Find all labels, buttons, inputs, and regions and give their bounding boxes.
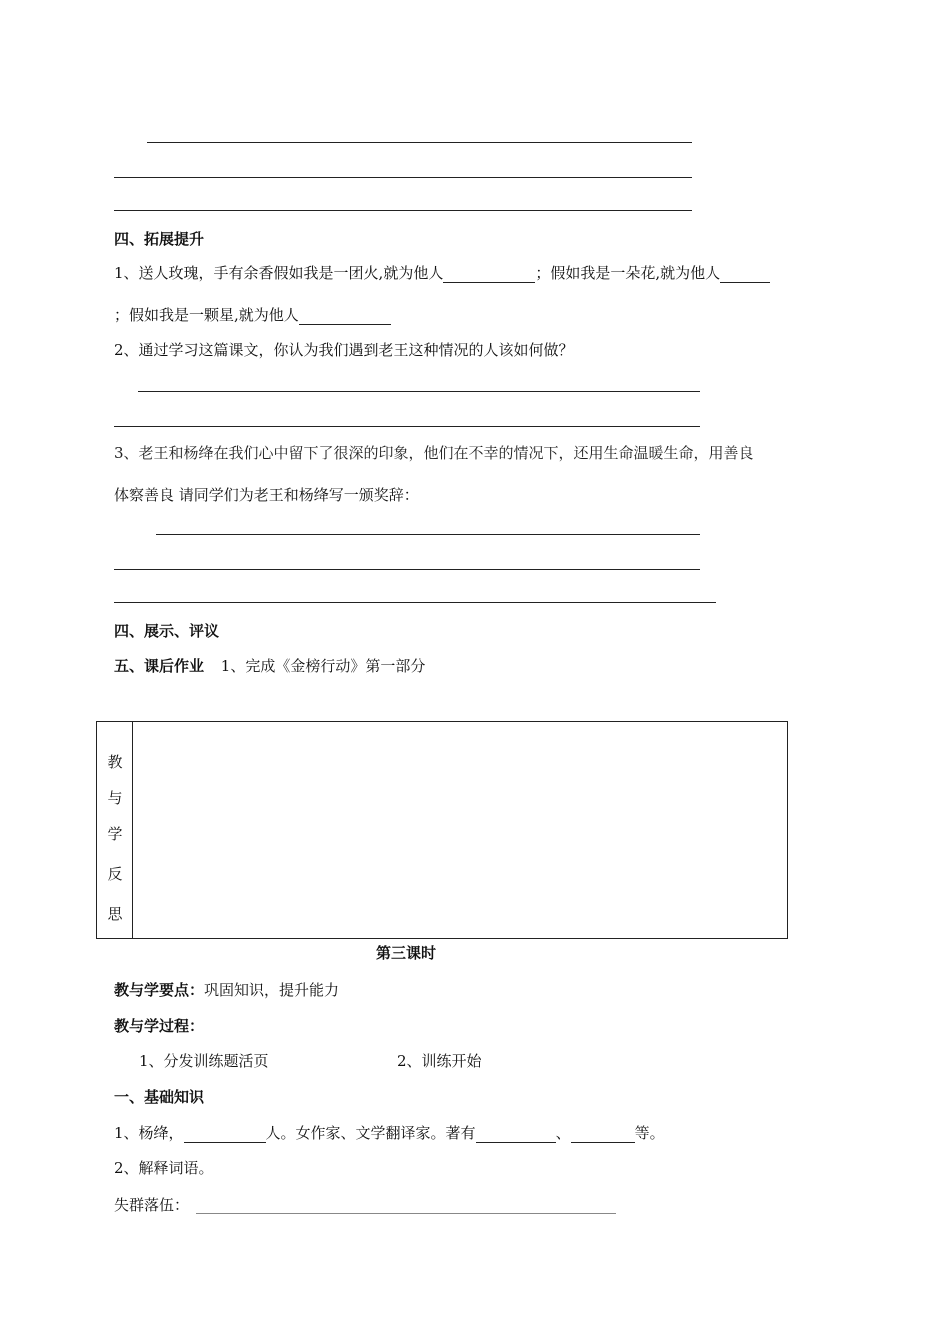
lesson-title: 第三课时 <box>376 944 437 962</box>
term-1: 失群落伍： <box>114 1196 190 1214</box>
question-1-line-2 <box>114 305 391 325</box>
basic-q1-text-c: 、 <box>555 1124 571 1142</box>
answer-line <box>114 426 700 427</box>
answer-line <box>156 534 700 535</box>
basic-q1-text-b: 人。女作家、文学翻译家。著有 <box>265 1124 476 1142</box>
question-2: 2、通过学习这篇课文，你认为我们遇到老王这种情况的人该如何做？ <box>114 341 574 359</box>
basic-question-1 <box>114 1123 665 1143</box>
reflection-table <box>96 721 788 939</box>
answer-line <box>147 142 692 143</box>
process-label: 教与学过程： <box>114 1017 205 1035</box>
question-1-text-b: ；假如我是一朵花,就为他人 <box>535 264 721 282</box>
question-3-line-1: 3、老王和杨绛在我们心中留下了很深的印象，他们在不幸的情况下，还用生命温暖生命，用善良 <box>114 444 754 462</box>
basic-q1-text-a: 1、杨绛， <box>114 1124 184 1142</box>
reflection-label-char: 思 <box>107 905 123 923</box>
question-3-line-2: 体察善良 请同学们为老王和杨绛写一颁奖辞： <box>114 486 419 504</box>
reflection-label-char: 反 <box>107 865 123 883</box>
section-heading-extend: 四、拓展提升 <box>114 230 205 248</box>
reflection-label-char: 与 <box>107 789 123 807</box>
fill-blank[interactable] <box>476 1126 556 1143</box>
term-line <box>114 1195 189 1215</box>
process-step-1: 1、分发训练题活页 <box>139 1052 269 1070</box>
fill-blank[interactable] <box>443 266 535 283</box>
answer-line <box>114 177 692 178</box>
answer-line <box>114 569 700 570</box>
fill-blank[interactable] <box>571 1126 635 1143</box>
reflection-content-cell[interactable] <box>133 722 787 938</box>
key-points-text: 巩固知识，提升能力 <box>204 981 340 999</box>
reflection-label-char: 教 <box>107 753 123 771</box>
fill-blank[interactable] <box>720 266 770 283</box>
section-heading-basic: 一、基础知识 <box>114 1088 205 1106</box>
question-1-text-a: 1、送人玫瑰，手有余香假如我是一团火,就为他人 <box>114 264 444 282</box>
section-heading-show: 四、展示、评议 <box>114 622 220 640</box>
basic-question-2: 2、解释词语。 <box>114 1159 214 1177</box>
fill-blank[interactable] <box>299 308 391 325</box>
process-step-2: 2、训练开始 <box>397 1052 482 1070</box>
answer-line <box>114 602 716 603</box>
section-heading-homework: 五、课后作业 <box>114 657 205 675</box>
homework-content: 1、完成《金榜行动》第一部分 <box>220 657 426 675</box>
homework-line <box>114 656 425 676</box>
fill-blank[interactable] <box>184 1126 266 1143</box>
answer-line[interactable] <box>196 1213 616 1214</box>
basic-q1-text-d: 等。 <box>634 1124 665 1142</box>
reflection-label-cell <box>97 722 133 938</box>
answer-line <box>114 210 692 211</box>
reflection-label-char: 学 <box>107 825 123 843</box>
key-points <box>114 980 339 1000</box>
question-1-text-c: ；假如我是一颗星,就为他人 <box>114 306 299 324</box>
key-points-label: 教与学要点： <box>114 981 205 999</box>
question-1-line-1 <box>114 263 770 283</box>
answer-line <box>138 391 700 392</box>
